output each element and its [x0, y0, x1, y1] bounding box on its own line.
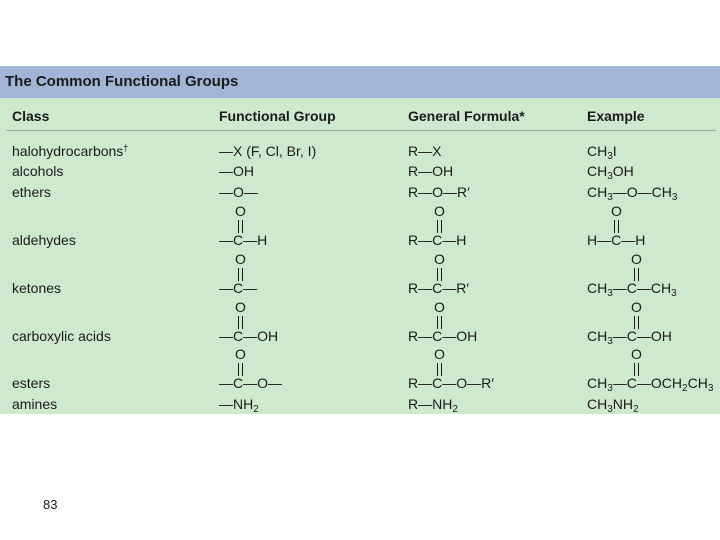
functional-group-cell: —C—H — [219, 232, 268, 248]
example-cell: $CH_3—C—OCH_2CH_3$ — [587, 375, 714, 394]
example-cell: $CH_3—C—OH$ — [587, 328, 672, 347]
carbonyl-oxygen: O — [434, 299, 445, 315]
carbonyl-oxygen: O — [434, 203, 445, 219]
example-cell: H—C—H — [587, 232, 646, 248]
class-name: halohydrocarbons — [12, 143, 124, 159]
class-name: esters — [12, 375, 51, 391]
functional-group-cell: —C— — [219, 280, 258, 296]
general-formula-cell: R—C—OH — [408, 328, 478, 344]
header-divider — [6, 130, 716, 131]
header-general-formula: General Formula* — [408, 108, 525, 124]
class-name: carboxylic acids — [12, 328, 111, 344]
general-formula-cell: $R—NH_2$ — [408, 396, 458, 415]
general-formula-cell: R—C—R′ — [408, 280, 469, 296]
general-formula-cell: R—C—O—R′ — [408, 375, 494, 391]
functional-groups-table — [0, 66, 720, 414]
functional-group-cell: —O— — [219, 184, 258, 200]
footnote-mark: † — [123, 143, 129, 153]
header-example: Example — [587, 108, 645, 124]
header-functional-group: Functional Group — [219, 108, 336, 124]
carbonyl-oxygen: O — [434, 251, 445, 267]
functional-group-cell: —OH — [219, 163, 254, 179]
functional-group-cell: —C—OH — [219, 328, 279, 344]
functional-group-cell: $—NH_2$ — [219, 396, 259, 415]
general-formula-cell: R—O—R′ — [408, 184, 470, 200]
general-formula-cell: R—X — [408, 143, 442, 159]
class-name: aldehydes — [12, 232, 76, 248]
carbonyl-oxygen: O — [611, 203, 622, 219]
class-name: alcohols — [12, 163, 64, 179]
example-cell: $CH_3—O—CH_3$ — [587, 184, 678, 203]
table-row-class — [12, 143, 128, 160]
class-name: ethers — [12, 184, 51, 200]
example-cell: $CH_3OH$ — [587, 163, 634, 182]
class-name: amines — [12, 396, 58, 412]
example-cell: $CH_3I$ — [587, 143, 617, 162]
class-name: ketones — [12, 280, 62, 296]
functional-group-cell: —C—O— — [219, 375, 282, 391]
table-title: The Common Functional Groups — [5, 73, 239, 90]
example-cell: $CH_3—C—CH_3$ — [587, 280, 677, 299]
functional-group-cell: —X (F, Cl, Br, I) — [219, 143, 317, 159]
carbonyl-oxygen: O — [235, 299, 246, 315]
table-title-bar — [0, 66, 720, 98]
general-formula-cell: R—OH — [408, 163, 454, 179]
carbonyl-oxygen: O — [235, 203, 246, 219]
general-formula-cell: R—C—H — [408, 232, 467, 248]
example-cell: $CH_3NH_2$ — [587, 396, 639, 415]
carbonyl-oxygen: O — [434, 346, 445, 362]
carbonyl-oxygen: O — [631, 299, 642, 315]
carbonyl-oxygen: O — [235, 346, 246, 362]
page-number: 83 — [43, 497, 58, 512]
carbonyl-oxygen: O — [631, 346, 642, 362]
carbonyl-oxygen: O — [631, 251, 642, 267]
carbonyl-oxygen: O — [235, 251, 246, 267]
header-class: Class — [12, 108, 50, 124]
